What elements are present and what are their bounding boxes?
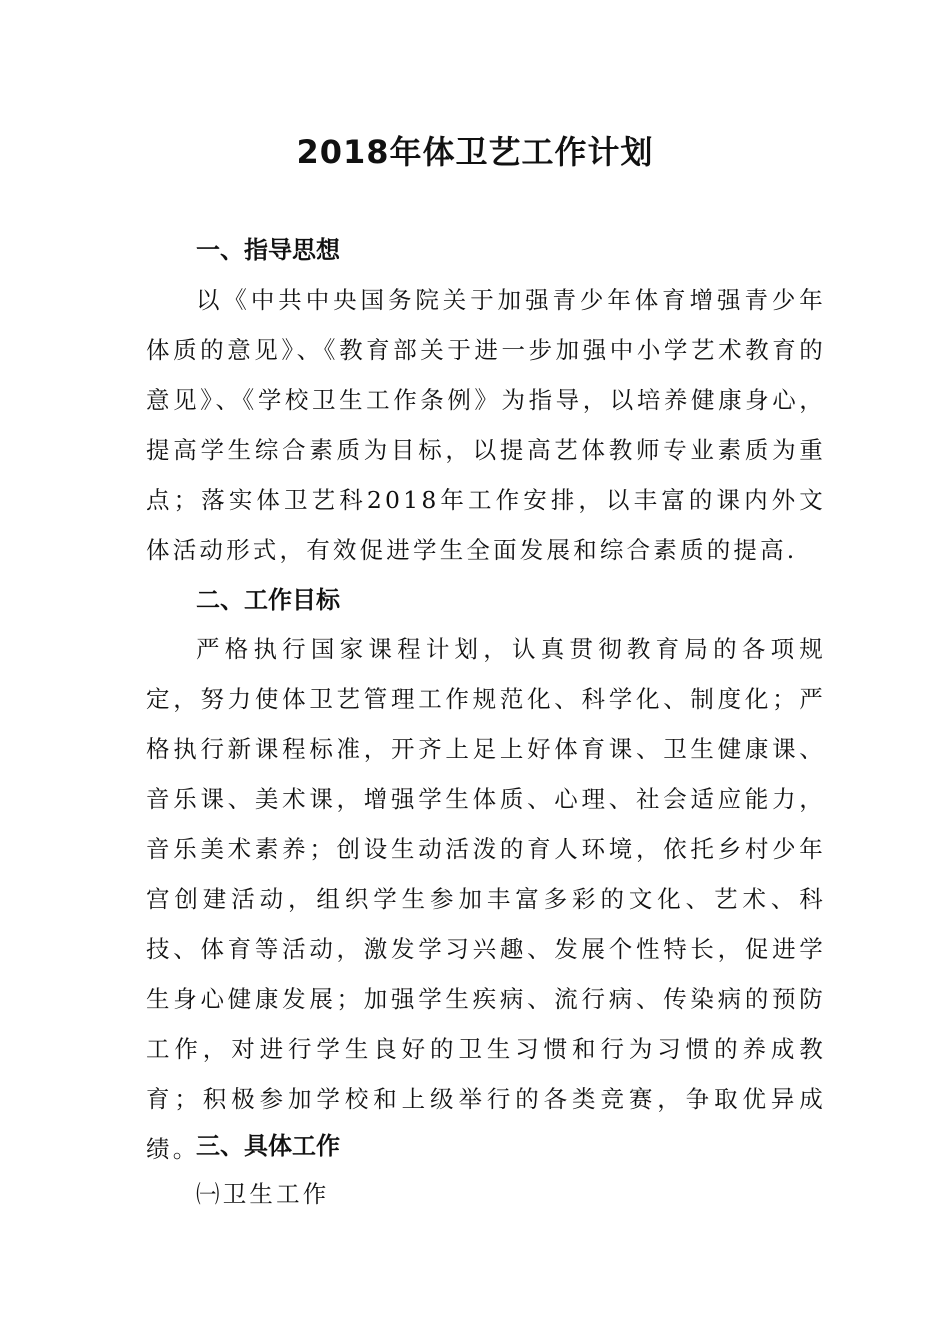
document-title: 2018年体卫艺工作计划 (296, 133, 654, 171)
section-paragraph-work-goals: 严格执行国家课程计划，认真贯彻教育局的各项规定，努力使体卫艺管理工作规范化、科学化、制度化；严格执行新课程标准，开齐上足上好体育课、卫生健康课、音乐课、美术课，增强学生体质、心理、社会适应能力，音乐美术素养；创设生动活泼的育人环境，依托乡村少年宫创建活动，组织学生参加丰富多彩的文化、艺术、科技、体育等活动，激发学习兴趣、发展个性特长，促进学生身心健康发展；加强学生疾病、流行病、传染病的预防工作，对进行学生良好的卫生习惯和行为习惯的养成教育；积极参加学校和上级举行的各类竞赛，争取优异成绩。 (146, 635, 826, 1163)
subsection-heading-health-work: ㈠卫生工作 (196, 1180, 330, 1208)
section-heading-work-goals: 二、工作目标 (196, 586, 340, 614)
section-heading-specific-work: 三、具体工作 (196, 1132, 340, 1160)
section-paragraph-guiding-ideology: 以《中共中央国务院关于加强青少年体育增强青少年体质的意见》、《教育部关于进一步加强中小学艺术教育的意见》、《学校卫生工作条例》为指导，以培养健康身心，提高学生综合素质为目标，以提高艺体教师专业素质为重点；落实体卫艺科2018年工作安排，以丰富的课内外文体活动形式，有效促进学生全面发展和综合素质的提高. (146, 286, 826, 564)
section-heading-guiding-ideology: 一、指导思想 (196, 236, 340, 264)
